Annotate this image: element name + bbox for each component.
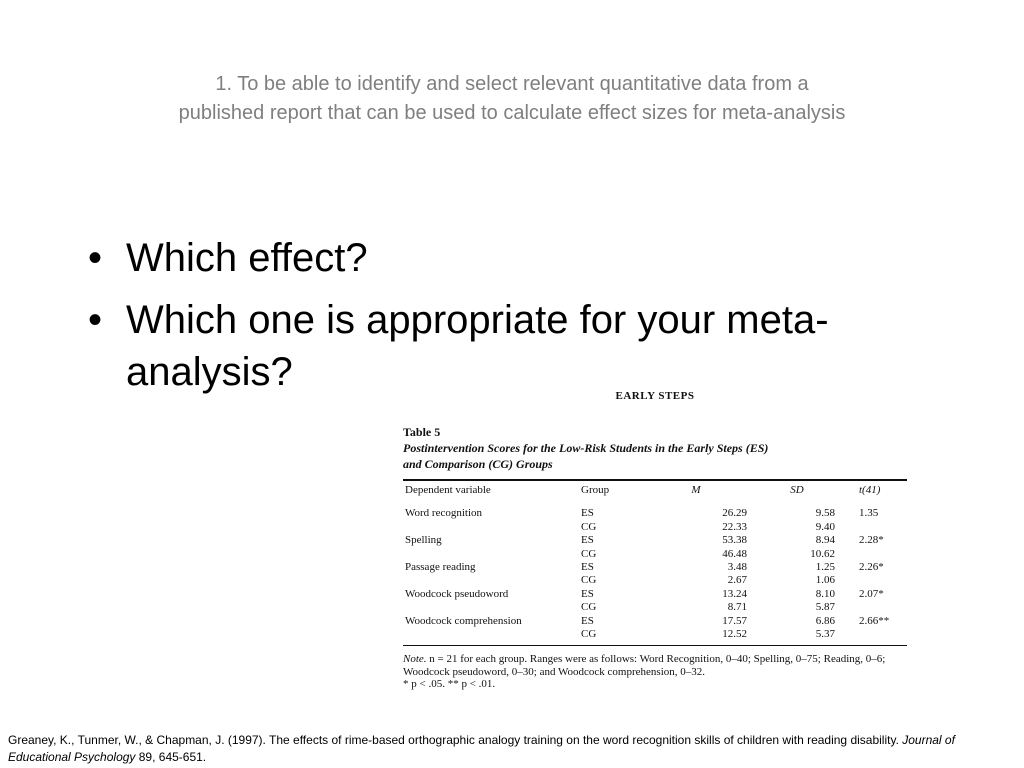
table-caption-line-2: and Comparison (CG) Groups	[403, 457, 553, 471]
cell-mean: 17.57	[722, 614, 747, 627]
column-header: Group	[581, 484, 610, 496]
cell-group: ES	[581, 561, 594, 574]
cell-mean: 53.38	[722, 534, 747, 547]
reference-citation	[8, 732, 1016, 766]
cell-t: 2.28*	[859, 534, 884, 547]
cell-mean: 26.29	[722, 507, 747, 520]
bullet-marker: •	[88, 298, 103, 342]
slide-title-line-1: 1. To be able to identify and select relevant quantitative data from a	[215, 73, 809, 95]
table-label: Table 5	[403, 425, 441, 439]
cell-sd: 8.94	[815, 534, 835, 547]
table-row	[403, 501, 907, 520]
cell-group: CG	[581, 628, 597, 641]
table-row	[403, 521, 907, 534]
bullet-marker: •	[88, 236, 103, 280]
table-row	[403, 548, 907, 561]
reference-text: Greaney, K., Tunmer, W., & Chapman, J. (1997). The effects of rime-based orthographic analogy training on the word recognition skills of children with reading disability.	[8, 733, 903, 747]
cell-group: ES	[581, 507, 594, 520]
table-caption-line-1: Postintervention Scores for the Low-Risk Students in the Early Steps (ES)	[403, 441, 769, 455]
cell-variable	[403, 628, 581, 645]
table-row	[403, 574, 907, 587]
cell-mean: 46.48	[722, 547, 747, 560]
column-header: SD	[790, 484, 804, 496]
table-row	[403, 561, 907, 574]
scores-table	[403, 481, 907, 645]
cell-mean: 3.48	[727, 561, 747, 574]
bullet-text: Which effect?	[126, 236, 368, 280]
cell-group: CG	[581, 547, 597, 560]
cell-t	[839, 628, 907, 645]
table-row	[403, 588, 907, 601]
column-header: t(41)	[859, 484, 881, 496]
cell-sd: 5.87	[815, 601, 835, 614]
reference-journal: Journal of Educational Psychology	[8, 733, 955, 764]
cell-t	[839, 574, 907, 587]
cell-variable	[403, 574, 581, 587]
table-note	[403, 653, 907, 691]
cell-variable: Word recognition	[405, 507, 483, 520]
cell-sd: 9.40	[815, 520, 835, 533]
cell-sd: 6.86	[815, 614, 835, 627]
table-bottom-rule	[403, 645, 907, 646]
table-row	[403, 534, 907, 547]
cell-group: ES	[581, 587, 594, 600]
bullet-text: Which one is appropriate for your meta-analysis?	[126, 298, 829, 394]
cell-sd: 10.62	[810, 547, 835, 560]
reference-details: 89, 645-651.	[135, 750, 207, 764]
table-body	[403, 501, 907, 645]
bullet-item	[88, 232, 948, 284]
cell-sd: 1.06	[815, 574, 835, 587]
cell-t: 2.07*	[859, 587, 884, 600]
table-row	[403, 628, 907, 645]
figure-header: EARLY STEPS	[615, 390, 695, 402]
cell-group: ES	[581, 614, 594, 627]
cell-group: CG	[581, 601, 597, 614]
cell-group: CG	[581, 574, 597, 587]
table-header-row	[403, 481, 907, 501]
cell-t: 2.26*	[859, 561, 884, 574]
bullet-list	[88, 232, 948, 408]
slide-title-line-2: published report that can be used to calculate effect sizes for meta-analysis	[178, 102, 846, 124]
cell-t: 2.66**	[859, 614, 890, 627]
cell-variable: Woodcock comprehension	[405, 614, 522, 627]
note-text: n = 21 for each group. Ranges were as follows: Word Recognition, 0–40; Spelling, 0–75; Reading, 0–6; Woodcock pseudoword, 0–30; and Woodcock comprehension, 0–32.	[403, 653, 886, 678]
bullet-item	[88, 294, 948, 398]
cell-mean: 8.71	[727, 601, 747, 614]
cell-group: CG	[581, 520, 597, 533]
cell-t: 1.35	[859, 507, 879, 520]
cell-t	[839, 601, 907, 614]
cell-mean: 13.24	[722, 587, 747, 600]
cell-variable	[403, 548, 581, 561]
significance-note: * p < .05. ** p < .01.	[403, 678, 496, 691]
note-label: Note.	[403, 653, 427, 666]
cell-mean: 12.52	[722, 628, 747, 641]
slide-title	[60, 70, 964, 128]
table-row	[403, 601, 907, 614]
cell-sd: 1.25	[815, 561, 835, 574]
cell-variable: Spelling	[405, 534, 442, 547]
column-header: Dependent variable	[405, 484, 491, 496]
cell-variable: Passage reading	[405, 561, 476, 574]
cell-group: ES	[581, 534, 594, 547]
table-row	[403, 615, 907, 628]
cell-variable	[403, 601, 581, 614]
cell-sd: 5.37	[815, 628, 835, 641]
column-header: M	[691, 484, 701, 496]
cell-sd: 8.10	[815, 587, 835, 600]
cell-mean: 2.67	[727, 574, 747, 587]
cell-variable: Woodcock pseudoword	[405, 587, 509, 600]
cell-t	[839, 548, 907, 561]
cell-mean: 22.33	[722, 520, 747, 533]
table-figure	[403, 390, 907, 691]
cell-variable	[403, 521, 581, 534]
cell-t	[839, 521, 907, 534]
cell-sd: 9.58	[815, 507, 835, 520]
